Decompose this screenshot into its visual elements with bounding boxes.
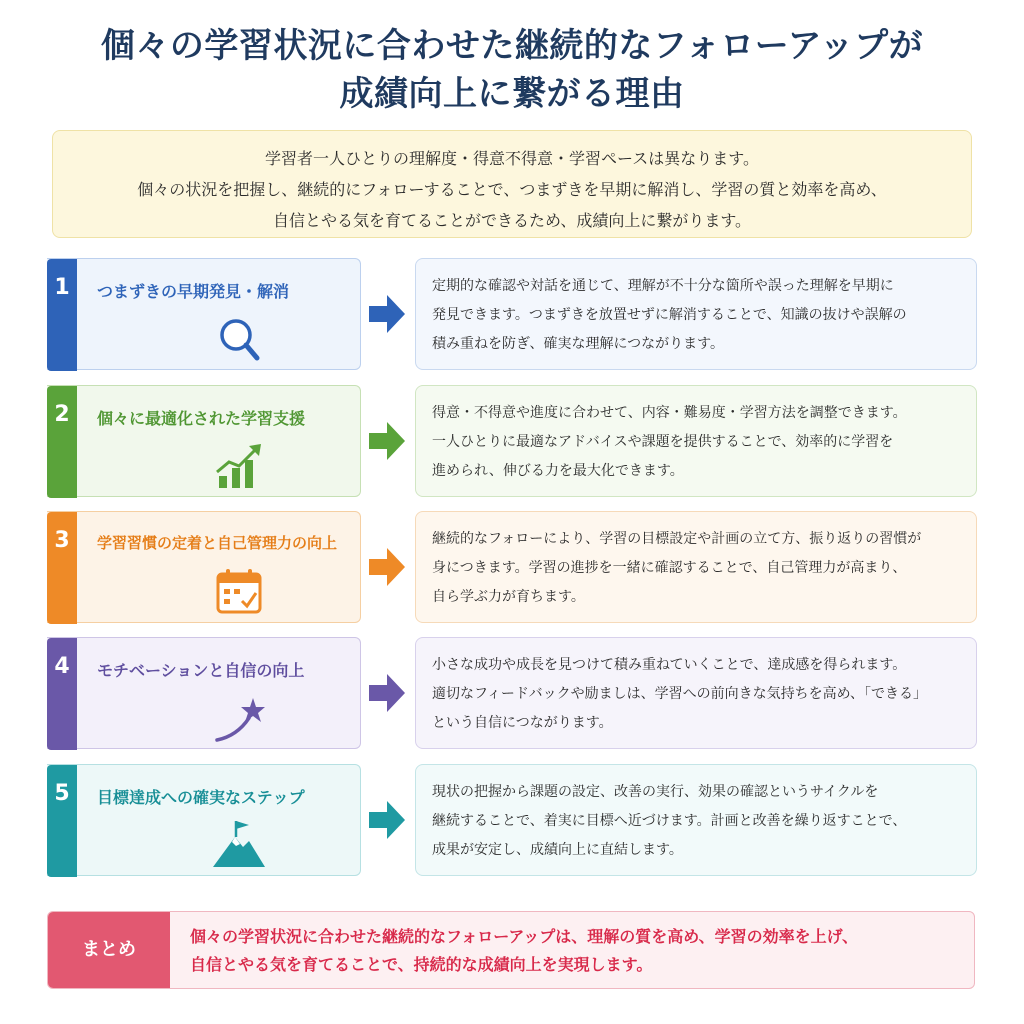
point-row-4 bbox=[47, 637, 977, 749]
point-description-4 bbox=[415, 637, 977, 749]
point-number-2: 2 bbox=[54, 402, 70, 427]
point-description-5-line-1: 現状の把握から課題の設定、改善の実行、効果の確認というサイクルを bbox=[432, 784, 879, 800]
point-heading-4: モチベーションと自信の向上 bbox=[97, 661, 305, 680]
point-number-1: 1 bbox=[54, 275, 70, 300]
summary-text bbox=[190, 923, 970, 979]
point-description-2-line-1: 得意・不得意や進度に合わせて、内容・難易度・学習方法を調整できます。 bbox=[432, 405, 907, 421]
summary-text-line-2: 自信とやる気を育てることで、持続的な成績向上を実現します。 bbox=[190, 955, 653, 974]
point-description-2-line-2: 一人ひとりに最適なアドバイスや課題を提供することで、効率的に学習を bbox=[432, 434, 894, 450]
point-row-5 bbox=[47, 764, 977, 876]
point-card-5 bbox=[47, 764, 361, 876]
summary-text-line-1: 個々の学習状況に合わせた継続的なフォローアップは、理解の質を高め、学習の効率を上げ、 bbox=[190, 927, 859, 946]
point-row-2 bbox=[47, 385, 977, 497]
arrow-right-icon bbox=[367, 545, 407, 589]
point-number-4: 4 bbox=[54, 654, 70, 679]
point-heading-1: つまずきの早期発見・解消 bbox=[97, 282, 290, 301]
point-card-1 bbox=[47, 258, 361, 370]
point-description-1 bbox=[415, 258, 977, 370]
summary-label: まとめ bbox=[48, 912, 170, 988]
point-description-3 bbox=[415, 511, 977, 623]
point-description-2 bbox=[415, 385, 977, 497]
point-description-3-line-1: 継続的なフォローにより、学習の目標設定や計画の立て方、振り返りの習慣が bbox=[432, 531, 922, 547]
page-title-line-1: 個々の学習状況に合わせた継続的なフォローアップが bbox=[100, 26, 924, 66]
point-description-5-line-3: 成果が安定し、成績向上に直結します。 bbox=[432, 842, 683, 858]
point-row-1 bbox=[47, 258, 977, 370]
page-title-line-2: 成績向上に繋がる理由 bbox=[339, 74, 685, 114]
point-heading-3: 学習習慣の定着と自己管理力の向上 bbox=[97, 534, 338, 552]
point-description-1-line-2: 発見できます。つまずきを放置せずに解消することで、知識の抜けや誤解の bbox=[432, 307, 907, 323]
point-card-2 bbox=[47, 385, 361, 497]
point-description-5-line-2: 継続することで、着実に目標へ近づけます。計画と改善を繰り返すことで、 bbox=[432, 813, 907, 829]
point-description-3-line-3: 自ら学ぶ力が育ちます。 bbox=[432, 589, 585, 605]
point-heading-2: 個々に最適化された学習支援 bbox=[97, 409, 306, 428]
mountain-flag-icon bbox=[209, 819, 269, 871]
arrow-right-icon bbox=[367, 671, 407, 715]
point-description-5 bbox=[415, 764, 977, 876]
point-description-4-line-1: 小さな成功や成長を見つけて積み重ねていくことで、達成感を得られます。 bbox=[432, 657, 907, 673]
arrow-right-icon bbox=[367, 419, 407, 463]
point-row-3 bbox=[47, 511, 977, 623]
page-title bbox=[0, 22, 1024, 118]
point-heading-5: 目標達成への確実なステップ bbox=[97, 788, 305, 807]
arrow-right-icon bbox=[367, 798, 407, 842]
point-description-1-line-1: 定期的な確認や対話を通じて、理解が不十分な箇所や誤った理解を早期に bbox=[432, 278, 894, 294]
growth-chart-icon bbox=[209, 440, 269, 492]
summary-box bbox=[47, 911, 975, 989]
intro-line-3: 自信とやる気を育てることができるため、成績向上に繋がります。 bbox=[272, 211, 752, 230]
magnifier-icon bbox=[209, 313, 269, 365]
point-description-4-line-3: という自信につながります。 bbox=[432, 715, 613, 731]
intro-box bbox=[52, 130, 972, 238]
intro-line-2: 個々の状況を把握し、継続的にフォローすることで、つまずきを早期に解消し、学習の質と効率を高め、 bbox=[137, 180, 887, 199]
point-description-3-line-2: 身につきます。学習の進捗を一緒に確認することで、自己管理力が高まり、 bbox=[432, 560, 907, 576]
calendar-check-icon bbox=[209, 566, 269, 618]
point-card-4 bbox=[47, 637, 361, 749]
shooting-star-icon bbox=[209, 692, 269, 744]
point-description-1-line-3: 積み重ねを防ぎ、確実な理解につながります。 bbox=[432, 336, 725, 352]
intro-line-1: 学習者一人ひとりの理解度・得意不得意・学習ペースは異なります。 bbox=[265, 149, 759, 168]
arrow-right-icon bbox=[367, 292, 407, 336]
point-description-2-line-3: 進められ、伸びる力を最大化できます。 bbox=[432, 463, 684, 479]
point-number-5: 5 bbox=[54, 781, 70, 806]
point-card-3 bbox=[47, 511, 361, 623]
point-number-3: 3 bbox=[54, 528, 70, 553]
point-description-4-line-2: 適切なフィードバックや励ましは、学習への前向きな気持ちを高め、「できる」 bbox=[432, 686, 928, 702]
